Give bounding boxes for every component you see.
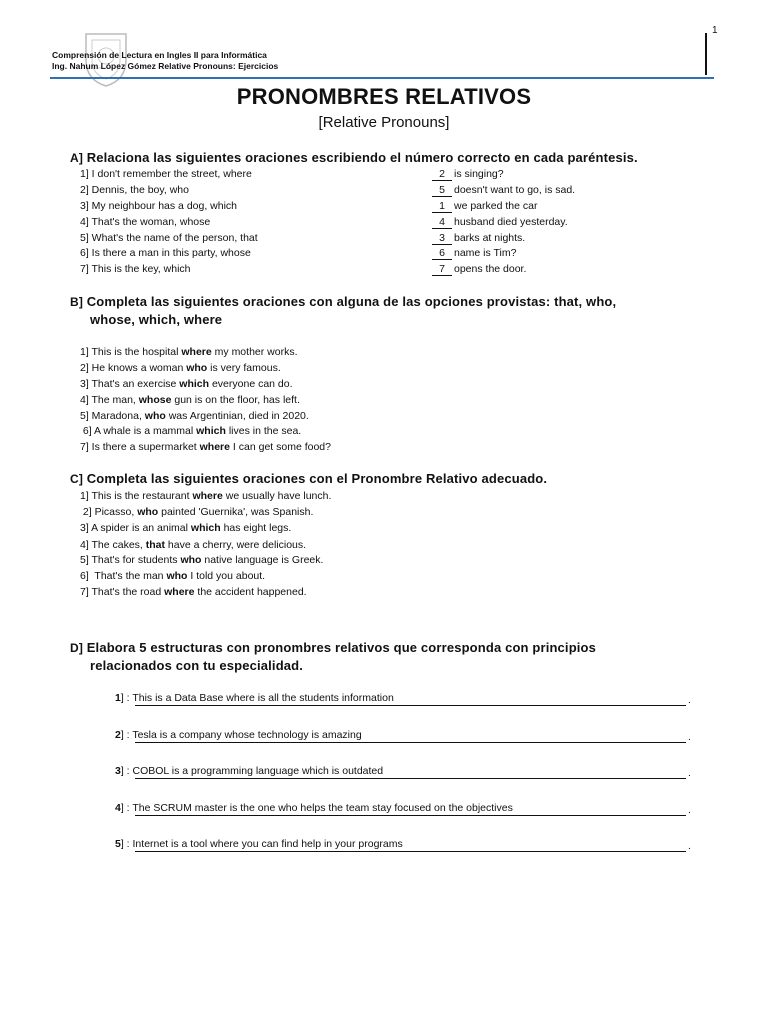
header-course-line: Comprensión de Lectura en Ingles II para Informática [52, 50, 267, 60]
section-a-left-item: 4] That's the woman, whose [80, 216, 211, 228]
section-a-right-item: 5 doesn't want to go, is sad. [432, 184, 575, 197]
section-b-item: 4] The man, whose gun is on the floor, has left. [80, 394, 300, 406]
answer-blank: 7 [432, 264, 452, 276]
section-b-instruction-cont: whose, which, where [90, 312, 223, 327]
section-b-item: 1] This is the hospital where my mother works. [80, 346, 298, 358]
answer-blank: 2 [432, 169, 452, 181]
section-d-heading [70, 640, 596, 655]
student-answer-text: The SCRUM master is the one who helps the team stay focused on the objectives [132, 802, 513, 814]
section-a-heading [70, 150, 638, 165]
section-b-instruction: Completa las siguientes oraciones con alguna de las opciones provistas: that, who, [86, 294, 617, 309]
section-c-item: 7] That's the road where the accident happened. [80, 586, 307, 598]
student-answer-text: Tesla is a company whose technology is amazing [132, 729, 362, 741]
section-c-item: 2] Picasso, who painted 'Guernika', was Spanish. [80, 506, 314, 518]
section-a-left-item: 6] Is there a man in this party, whose [80, 247, 251, 259]
student-answer-text: COBOL is a programming language which is outdated [132, 765, 384, 777]
answer-line [135, 815, 686, 816]
student-answer-text: Internet is a tool where you can find help in your programs [132, 838, 403, 850]
header-vertical-rule [705, 33, 707, 75]
section-d-item: 4] : The SCRUM master is the one who helps the team stay focused on the objectives [115, 802, 513, 814]
section-c-item: 1] This is the restaurant where we usually have lunch. [80, 490, 332, 502]
section-d-instruction: Elabora 5 estructuras con pronombres relativos que corresponda con principios [86, 640, 597, 655]
section-a-right-item: 1 we parked the car [432, 200, 537, 213]
page-title: PRONOMBRES RELATIVOS [236, 84, 532, 109]
section-b-item: 6] A whale is a mammal which lives in the sea. [80, 425, 302, 437]
answer-blank: 6 [432, 248, 452, 260]
section-a-left-item: 5] What's the name of the person, that [80, 232, 258, 244]
section-b-item: 3] That's an exercise which everyone can do. [80, 378, 293, 390]
answer-blank: 3 [432, 233, 452, 245]
section-d-item: 5] : Internet is a tool where you can find help in your programs [115, 838, 403, 850]
section-d-letter: D] [70, 641, 83, 655]
section-a-right-item: 6 name is Tim? [432, 247, 516, 260]
answer-blank: 1 [432, 201, 452, 213]
end-mark: . [688, 840, 691, 852]
section-d-item: 3] : COBOL is a programming language which is outdated [115, 765, 384, 777]
section-a-right-item: 4 husband died yesterday. [432, 216, 568, 229]
section-a-right-item: 2 is singing? [432, 168, 504, 181]
end-mark: . [688, 767, 691, 779]
end-mark: . [688, 731, 691, 743]
page-subtitle: [Relative Pronouns] [318, 114, 450, 131]
end-mark: . [688, 694, 691, 706]
section-a-right-item: 7 opens the door. [432, 263, 526, 276]
section-c-letter: C] [70, 472, 83, 486]
section-d-item: 1] : This is a Data Base where is all the students information [115, 692, 394, 704]
section-a-left-item: 1] I don't remember the street, where [80, 168, 252, 180]
answer-line [135, 705, 686, 706]
section-a-letter: A] [70, 151, 83, 165]
section-c-heading [70, 471, 547, 486]
section-b-heading [70, 294, 616, 309]
header-divider [50, 77, 714, 79]
section-c-instruction: Completa las siguientes oraciones con el Pronombre Relativo adecuado. [86, 471, 548, 486]
answer-blank: 5 [432, 185, 452, 197]
header-instructor-line: Ing. Nahum López Gómez Relative Pronouns: Ejercicios [52, 61, 279, 71]
section-c-item: 6] That's the man who I told you about. [80, 570, 266, 582]
section-d-item: 2] : Tesla is a company whose technology is amazing [115, 729, 362, 741]
section-b-item: 5] Maradona, who was Argentinian, died in 2020. [80, 410, 309, 422]
section-c-item: 5] That's for students who native language is Greek. [80, 554, 324, 566]
end-mark: . [688, 804, 691, 816]
section-a-left-item: 3] My neighbour has a dog, which [80, 200, 238, 212]
answer-blank: 4 [432, 217, 452, 229]
answer-line [135, 778, 686, 779]
answer-line [135, 851, 686, 852]
section-c-item: 4] The cakes, that have a cherry, were delicious. [80, 539, 307, 551]
section-b-item: 2] He knows a woman who is very famous. [80, 362, 281, 374]
section-a-right-item: 3 barks at nights. [432, 232, 525, 245]
section-b-item: 7] Is there a supermarket where I can get some food? [80, 441, 331, 453]
answer-line [135, 742, 686, 743]
student-answer-text: This is a Data Base where is all the students information [132, 692, 394, 704]
section-a-instruction: Relaciona las siguientes oraciones escribiendo el número correcto en cada paréntesis. [86, 150, 638, 165]
section-c-item: 3] A spider is an animal which has eight legs. [80, 522, 292, 534]
page-number: 1 [712, 25, 718, 36]
section-b-letter: B] [70, 295, 83, 309]
section-a-left-item: 2] Dennis, the boy, who [80, 184, 189, 196]
section-a-left-item: 7] This is the key, which [80, 263, 191, 275]
section-d-instruction-cont: relacionados con tu especialidad. [90, 658, 304, 673]
